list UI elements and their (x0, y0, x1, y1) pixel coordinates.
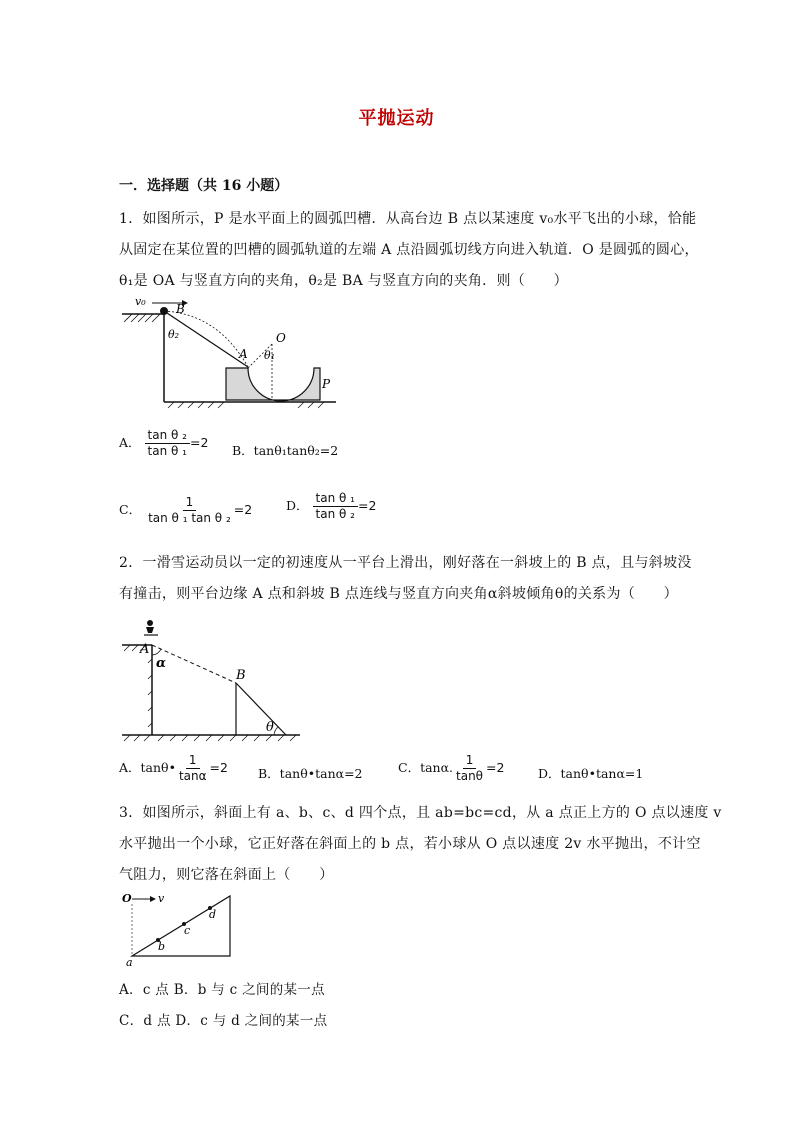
q1-option-a-tail: =2 (189, 435, 209, 450)
q3-text-line-3: 气阻力，则它落在斜面上（ ） (119, 867, 334, 883)
skier-icon (144, 620, 158, 635)
fig1-label-theta2: θ₂ (168, 328, 180, 341)
q2-option-c (398, 753, 504, 784)
q3-options-ab: A．c 点 B．b 与 c 之间的某一点 (119, 982, 325, 998)
q1-option-c-tail: =2 (233, 502, 253, 517)
q1-option-a-numerator: tan θ ₂ (145, 428, 190, 444)
q1-text-line-1: 1．如图所示，P 是水平面上的圆弧凹槽．从高台边 B 点以某速度 v₀水平飞出的小球，恰能 (119, 211, 697, 227)
fig3-label-b: b (158, 940, 166, 953)
q3-figure (118, 888, 238, 968)
fig1-label-o: O (276, 331, 286, 345)
q1-option-a-denominator: tan θ ₁ (147, 444, 187, 458)
fig1-label-v0: v₀ (135, 295, 146, 308)
q1-option-d-fraction (313, 491, 358, 522)
q2-text-line-2: 有撞击，则平台边缘 A 点和斜坡 B 点连线与竖直方向夹角α斜坡倾角θ的关系为（ ） (119, 586, 678, 602)
fig1-label-theta1: θ₁ (264, 349, 276, 362)
q2-option-c-prefix: C．tanα. (398, 760, 454, 775)
q1-option-a (119, 428, 208, 459)
fig2-label-a: A (140, 642, 150, 657)
q1-option-a-fraction (145, 428, 190, 459)
q1-option-c-denominator: tan θ ₁ tan θ ₂ (148, 511, 231, 525)
q1-option-c (119, 495, 252, 526)
q2-option-c-numerator: 1 (463, 753, 477, 769)
q2-option-d: D．tanθ•tanα=1 (538, 766, 644, 781)
q2-option-a-tail: =2 (209, 760, 228, 775)
q1-option-c-label: C． (119, 502, 142, 517)
q3-options-cd: C．d 点 D．c 与 d 之间的某一点 (119, 1013, 328, 1029)
q1-option-d-denominator: tan θ ₂ (315, 507, 355, 521)
q1-option-c-fraction (145, 495, 234, 526)
fig3-label-c: c (184, 924, 191, 937)
fig2-label-theta: θ (266, 720, 274, 735)
q2-option-c-denominator: tanθ (456, 769, 484, 783)
page-title: 平抛运动 (358, 108, 435, 129)
q2-option-a (119, 753, 228, 784)
fig1-label-b: B (176, 302, 185, 316)
fig3-label-v: v (158, 892, 165, 905)
q1-option-a-label: A． (119, 435, 141, 450)
q1-option-c-numerator: 1 (183, 495, 197, 511)
q2-option-c-tail: =2 (486, 760, 505, 775)
q2-option-a-denominator: tanα (178, 769, 207, 783)
q2-figure (118, 615, 304, 743)
fig1-label-p: P (322, 377, 331, 391)
q1-figure (118, 292, 340, 410)
q3-text-line-1: 3．如图所示，斜面上有 a、b、c、d 四个点，且 ab=bc=cd，从 a 点正上方的 O 点以速度 v (119, 805, 722, 821)
fig1-label-a: A (239, 347, 248, 361)
q2-text-line-1: 2．一滑雪运动员以一定的初速度从一平台上滑出，刚好落在一斜坡上的 B 点，且与斜坡没 (119, 555, 692, 571)
q1-option-b: B．tanθ₁tanθ₂=2 (232, 443, 339, 458)
q3-text-line-2: 水平抛出一个小球，它正好落在斜面上的 b 点，若小球从 O 点以速度 2v 水平抛出，不计空 (119, 836, 701, 852)
q1-text-line-2: 从固定在某位置的凹槽的圆弧轨道的左端 A 点沿圆弧切线方向进入轨道．O 是圆弧的圆心， (119, 242, 699, 258)
q1-option-d-label: D． (286, 498, 309, 513)
q2-option-b: B．tanθ•tanα=2 (258, 766, 363, 781)
section-heading: 一．选择题（共 16 小题） (119, 178, 289, 194)
fig2-label-b: B (236, 668, 246, 683)
fig3-label-a: a (126, 956, 133, 968)
fig3-label-o: O (122, 892, 132, 905)
q1-option-d-tail: =2 (357, 498, 377, 513)
fig3-label-d: d (209, 908, 217, 921)
fig2-label-alpha: α (156, 656, 167, 671)
q2-option-a-numerator: 1 (186, 753, 200, 769)
q1-text-line-3: θ₁是 OA 与竖直方向的夹角，θ₂是 BA 与竖直方向的夹角．则（ ） (119, 273, 568, 289)
q1-option-d (286, 491, 376, 522)
q2-option-c-fraction (453, 753, 486, 784)
q2-option-a-fraction (176, 753, 210, 784)
q2-option-a-prefix: A．tanθ• (119, 760, 176, 775)
q1-option-d-numerator: tan θ ₁ (313, 491, 358, 507)
